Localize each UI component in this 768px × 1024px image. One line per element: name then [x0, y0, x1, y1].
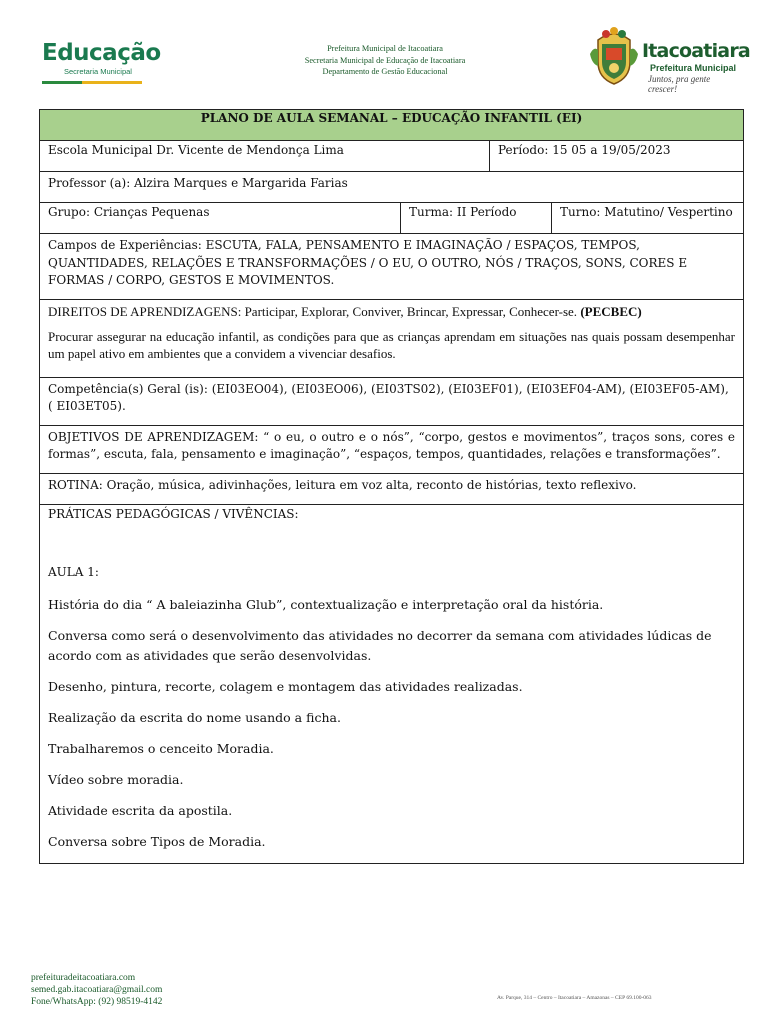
teacher: Professor (a): Alzira Marques e Margarida Farias	[40, 172, 743, 203]
competencies	[40, 378, 743, 426]
footer-email[interactable]: semed.gab.itacoatiara@gmail.com	[31, 985, 163, 995]
itacoatiara-logo-subtitle: Prefeitura Municipal	[650, 63, 737, 73]
footer-address: Av. Parque, 314 – Centro – Itacoatiara – Amazonas – CEP 69.100-063	[497, 995, 652, 1001]
practice-item: Atividade escrita da apostila.	[48, 803, 233, 818]
coat-of-arms-icon	[588, 26, 640, 88]
itacoatiara-logo	[588, 26, 750, 94]
educacao-logo-subtitle: Secretaria Municipal	[64, 67, 132, 76]
rights-paragraph: Procurar assegurar na educação infantil, as condições para que as crianças aprendam em situações nas quais possam desempenhar um papel ativo em ambientes que a convidem a vivenciar desafios.	[48, 329, 735, 361]
pedagogical-practices	[40, 505, 743, 863]
practices-list	[48, 595, 737, 863]
routine: ROTINA: Oração, música, adivinhações, leitura em voz alta, reconto de histórias, texto reflexivo.	[40, 474, 743, 505]
header-institution	[270, 43, 500, 78]
practice-item: História do dia “ A baleiazinha Glub”, contextualização e interpretação oral da história.	[48, 597, 604, 612]
rights-label: DIREITOS DE APRENDIZAGENS: Participar, Explorar, Conviver, Brincar, Expressar, Conhecer-se.	[48, 304, 578, 319]
learning-rights	[40, 300, 743, 378]
practice-item: Trabalharemos o cenceito Moradia.	[48, 741, 274, 756]
practices-heading: PRÁTICAS PEDAGÓGICAS / VIVÊNCIAS:	[48, 507, 299, 521]
practice-item: Vídeo sobre moradia.	[48, 772, 184, 787]
competencies-value: (EI03EO04), (EI03EO06), (EI03TS02), (EI03EF01), (EI03EF04-AM), (EI03EF05-AM), ( EI03ET05).	[48, 382, 729, 413]
practice-item: Conversa como será o desenvolvimento das atividades no decorrer da semana com atividades lúdicas de acordo com as atividades que serão desenvolvidas.	[48, 628, 712, 663]
school-name: Escola Municipal Dr. Vicente de Mendonça Lima	[48, 143, 344, 157]
educacao-logo	[42, 40, 161, 90]
row-school-period	[40, 141, 743, 172]
practice-item: Realização da escrita do nome usando a ficha.	[48, 710, 341, 725]
lesson-label: AULA 1:	[48, 565, 99, 579]
itacoatiara-logo-city: Itacoatiara	[642, 40, 750, 62]
group: Grupo: Crianças Pequenas	[48, 205, 210, 219]
practice-item: Conversa sobre Tipos de Moradia.	[48, 834, 266, 849]
footer-contacts	[31, 972, 162, 1008]
footer-phone: Fone/WhatsApp: (92) 98519-4142	[31, 997, 163, 1007]
shift: Turno: Matutino/ Vespertino	[551, 203, 743, 233]
footer-website[interactable]: prefeituradeitacoatiara.com	[31, 973, 136, 983]
learning-objectives: OBJETIVOS DE APRENDIZAGEM: “ o eu, o outro e o nós”, “corpo, gestos e movimentos”, traços sons, cores e formas”, escuta, fala, pensamento e imaginação”, “espaços, tempos, quantidades, relações e transformações”.	[40, 426, 743, 474]
practice-item: Desenho, pintura, recorte, colagem e montagem das atividades realizadas.	[48, 679, 523, 694]
educacao-logo-title: Educação	[42, 40, 161, 66]
experience-fields: Campos de Experiências: ESCUTA, FALA, PENSAMENTO E IMAGINAÇÃO / ESPAÇOS, TEMPOS, QUANTIDADES, RELAÇÕES E TRANSFORMAÇÕES / O EU, O OUTRO, NÓS / TRAÇOS, SONS, CORES E FORMAS / CORPO, GESTOS E MOVIMENTOS.	[40, 234, 743, 300]
header-line-1: Prefeitura Municipal de Itacoatiara	[327, 44, 443, 53]
educacao-logo-bar	[42, 81, 142, 84]
header-line-2: Secretaria Municipal de Educação de Itacoatiara	[304, 55, 466, 65]
row-group-class-shift	[40, 203, 743, 234]
plan-title: PLANO DE AULA SEMANAL – EDUCAÇÃO INFANTIL (EI)	[40, 110, 743, 141]
period: Período: 15 05 a 19/05/2023	[489, 141, 743, 171]
lesson-plan-table	[39, 109, 744, 864]
rights-acronym: (PECBEC)	[580, 304, 642, 319]
itacoatiara-logo-slogan: Juntos, pra gente crescer!	[648, 74, 711, 94]
class: Turma: II Período	[400, 203, 551, 233]
header-line-3: Departamento de Gestão Educacional	[322, 67, 448, 76]
competencies-label: Competência(s) Geral (is):	[48, 382, 208, 396]
